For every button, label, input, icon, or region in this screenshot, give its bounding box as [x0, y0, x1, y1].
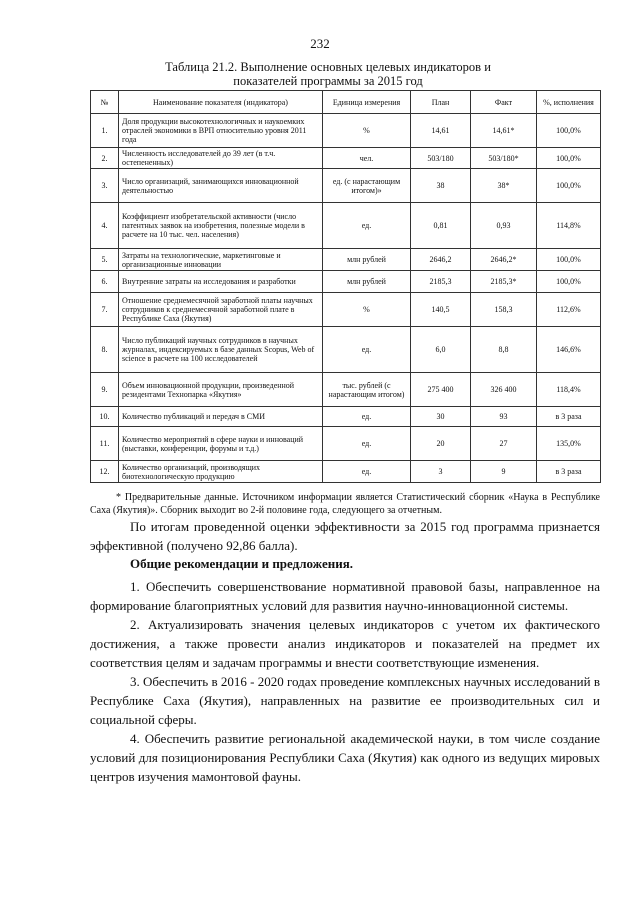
row-number: 8.	[91, 327, 119, 373]
row-number: 1.	[91, 114, 119, 148]
table-row	[91, 203, 601, 249]
percent-complete: 100,0%	[537, 148, 601, 169]
conclusion-paragraph: По итогам проведенной оценки эффективности за 2015 год программа признается эффективной (получено 92,86 балла).	[90, 519, 600, 553]
caption-line-1: Таблица 21.2. Выполнение основных целевых индикаторов и	[165, 60, 491, 74]
recommendation-2: 2. Актуализировать значения целевых индикаторов с учетом их фактического достижения, а также провести анализ индикаторов и показателей на предмет их соответствия целям и задачам программы и внести соответствующие изменения.	[90, 617, 600, 670]
table-header-row	[91, 91, 601, 114]
table-row	[91, 249, 601, 271]
indicator-name: Количество организаций, производящих биотехнологическую продукцию	[119, 461, 323, 483]
row-number: 7.	[91, 293, 119, 327]
unit-of-measure: ед.	[323, 407, 411, 427]
row-number: 10.	[91, 407, 119, 427]
row-number: 4.	[91, 203, 119, 249]
header-name: Наименование показателя (индикатора)	[119, 91, 323, 114]
indicator-name: Коэффициент изобретательской активности (число патентных заявок на изобретения, полезные модели в расчете на 10 тыс. чел. населения)	[119, 203, 323, 249]
indicators-table	[90, 90, 601, 483]
plan-value: 20	[411, 427, 471, 461]
fact-value: 503/180*	[471, 148, 537, 169]
indicator-name: Доля продукции высокотехнологичных и наукоемких отраслей экономики в ВРП относительно уровня 2011 года	[119, 114, 323, 148]
unit-of-measure: %	[323, 114, 411, 148]
unit-of-measure: млн рублей	[323, 271, 411, 293]
unit-of-measure: ед.	[323, 203, 411, 249]
row-number: 3.	[91, 169, 119, 203]
header-plan: План	[411, 91, 471, 114]
percent-complete: 118,4%	[537, 373, 601, 407]
unit-of-measure: %	[323, 293, 411, 327]
unit-of-measure: млн рублей	[323, 249, 411, 271]
row-number: 2.	[91, 148, 119, 169]
recommendation-4: 4. Обеспечить развитие региональной академической науки, в том числе создание условий для позиционирования Республики Саха (Якутия) как одного из ведущих мировых центров изучения мамонтовой фауны.	[90, 731, 600, 784]
fact-value: 9	[471, 461, 537, 483]
percent-complete: в 3 раза	[537, 407, 601, 427]
plan-value: 6,0	[411, 327, 471, 373]
percent-complete: 100,0%	[537, 249, 601, 271]
header-number: №	[91, 91, 119, 114]
indicator-name: Отношение среднемесячной заработной платы научных сотрудников к среднемесячной заработной плате в Республике Саха (Якутия)	[119, 293, 323, 327]
fact-value: 326 400	[471, 373, 537, 407]
row-number: 9.	[91, 373, 119, 407]
unit-of-measure: ед.	[323, 461, 411, 483]
plan-value: 14,61	[411, 114, 471, 148]
plan-value: 2185,3	[411, 271, 471, 293]
table-footnote: * Предварительные данные. Источником информации является Статистический сборник «Наука в Республике Саха (Якутия)». Сборник выходит во 2-й половине года, следующего за отчетным.	[90, 492, 600, 516]
fact-value: 2646,2*	[471, 249, 537, 271]
row-number: 6.	[91, 271, 119, 293]
indicator-name: Число публикаций научных сотрудников в научных журналах, индексируемых в базе данных Scopus, Web of science в расчете на 100 исследователей	[119, 327, 323, 373]
table-row	[91, 148, 601, 169]
indicator-name: Затраты на технологические, маркетинговые и организационные инновации	[119, 249, 323, 271]
indicator-name: Численность исследователей до 39 лет (в т.ч. остепененных)	[119, 148, 323, 169]
plan-value: 30	[411, 407, 471, 427]
percent-complete: 100,0%	[537, 271, 601, 293]
unit-of-measure: ед.	[323, 327, 411, 373]
indicator-name: Количество публикаций и передач в СМИ	[119, 407, 323, 427]
indicator-name: Объем инновационной продукции, произведенной резидентами Технопарка «Якутия»	[119, 373, 323, 407]
plan-value: 275 400	[411, 373, 471, 407]
indicator-name: Количество мероприятий в сфере науки и инноваций (выставки, конференции, форумы и т.д.)	[119, 427, 323, 461]
fact-value: 27	[471, 427, 537, 461]
row-number: 5.	[91, 249, 119, 271]
plan-value: 140,5	[411, 293, 471, 327]
percent-complete: в 3 раза	[537, 461, 601, 483]
header-fact: Факт	[471, 91, 537, 114]
fact-value: 8,8	[471, 327, 537, 373]
fact-value: 93	[471, 407, 537, 427]
row-number: 12.	[91, 461, 119, 483]
caption-line-2: показателей программы за 2015 год	[233, 74, 423, 88]
table-row	[91, 327, 601, 373]
row-number: 11.	[91, 427, 119, 461]
fact-value: 14,61*	[471, 114, 537, 148]
unit-of-measure: ед. (с нарастающим итогом)»	[323, 169, 411, 203]
table-row	[91, 271, 601, 293]
table-row	[91, 407, 601, 427]
recommendation-1: 1. Обеспечить совершенствование нормативной правовой базы, направленное на формирование благоприятных условий для развития научно-инновационной системы.	[90, 579, 600, 613]
indicator-name: Число организаций, занимающихся инновационной деятельностью	[119, 169, 323, 203]
unit-of-measure: чел.	[323, 148, 411, 169]
header-percent: %, исполнения	[537, 91, 601, 114]
table-row	[91, 461, 601, 483]
table-row	[91, 293, 601, 327]
fact-value: 38*	[471, 169, 537, 203]
recommendation-3: 3. Обеспечить в 2016 - 2020 годах проведение комплексных научных исследований в Республике Саха (Якутия), направленных на развитие ее производительных сил и социальной сферы.	[90, 674, 600, 727]
header-unit: Единица измерения	[323, 91, 411, 114]
percent-complete: 135,0%	[537, 427, 601, 461]
table-row	[91, 114, 601, 148]
plan-value: 0,81	[411, 203, 471, 249]
table-caption	[112, 60, 544, 88]
unit-of-measure: ед.	[323, 427, 411, 461]
percent-complete: 146,6%	[537, 327, 601, 373]
percent-complete: 112,6%	[537, 293, 601, 327]
plan-value: 3	[411, 461, 471, 483]
page-number: 232	[310, 36, 330, 51]
table-row	[91, 373, 601, 407]
indicator-name: Внутренние затраты на исследования и разработки	[119, 271, 323, 293]
fact-value: 158,3	[471, 293, 537, 327]
percent-complete: 100,0%	[537, 169, 601, 203]
table-row	[91, 169, 601, 203]
table-row	[91, 427, 601, 461]
fact-value: 2185,3*	[471, 271, 537, 293]
plan-value: 503/180	[411, 148, 471, 169]
plan-value: 2646,2	[411, 249, 471, 271]
fact-value: 0,93	[471, 203, 537, 249]
plan-value: 38	[411, 169, 471, 203]
percent-complete: 100,0%	[537, 114, 601, 148]
percent-complete: 114,8%	[537, 203, 601, 249]
unit-of-measure: тыс. рублей (с нарастающим итогом)	[323, 373, 411, 407]
recommendations-heading: Общие рекомендации и предложения.	[130, 556, 353, 571]
